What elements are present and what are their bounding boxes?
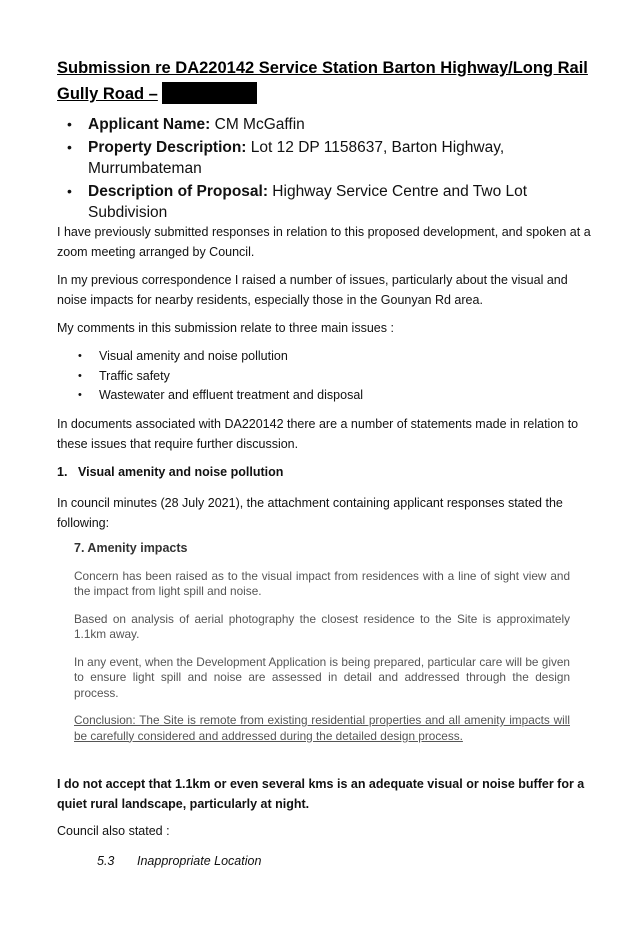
detail-property xyxy=(67,137,607,179)
paragraph-council-stated: Council also stated : xyxy=(57,824,170,838)
detail-label: Applicant Name: xyxy=(88,116,211,133)
quote-paragraph: Concern has been raised as to the visual impact from residences with a line of sight view and the impact from light spill and noise. xyxy=(74,568,570,598)
detail-value: Lot 12 DP 1158637, Barton Highway, Murrumbateman xyxy=(88,139,505,177)
list-item: • Wastewater and effluent treatment and disposal xyxy=(78,386,363,406)
paragraph-council-minutes: In council minutes (28 July 2021), the attachment containing applicant responses stated the following: xyxy=(57,496,563,530)
list-item: • Visual amenity and noise pollution xyxy=(78,347,363,367)
detail-label: Description of Proposal: xyxy=(88,183,268,200)
title-text: Submission re DA220142 Service Station Barton Highway/Long Rail Gully Road – xyxy=(57,59,588,103)
subsection-title: Inappropriate Location xyxy=(137,854,262,868)
details-list xyxy=(67,114,607,225)
bullet-icon: • xyxy=(78,369,82,382)
section-title: Visual amenity and noise pollution xyxy=(78,465,284,479)
bullet-icon: • xyxy=(67,116,72,132)
subsection-number: 5.3 xyxy=(97,854,115,868)
document-title xyxy=(57,55,597,107)
paragraph-main-issues: My comments in this submission relate to three main issues : xyxy=(57,321,394,335)
issues-list xyxy=(78,347,363,406)
detail-value: CM McGaffin xyxy=(210,116,305,133)
section-number: 1. xyxy=(57,465,68,479)
quote-conclusion: Conclusion: The Site is remote from existing residential properties and all amenity impacts will be carefully considered and addressed during the detailed design process. xyxy=(74,713,570,743)
quote-paragraph: In any event, when the Development Application is being prepared, particular care will be given to ensure light spill and noise are assessed in detail and addressed through the design process. xyxy=(74,654,570,700)
detail-value: Highway Service Centre and Two Lot Subdivision xyxy=(88,183,528,221)
detail-proposal xyxy=(67,181,607,223)
list-item: • Traffic safety xyxy=(78,367,363,387)
subsection-heading xyxy=(97,851,261,871)
redaction-box xyxy=(162,82,257,104)
bullet-icon: • xyxy=(67,183,72,199)
paragraph-statement: I do not accept that 1.1km or even several kms is an adequate visual or noise buffer for a quiet rural landscape, particularly at night. xyxy=(57,777,585,811)
quote-paragraph: Based on analysis of aerial photography the closest residence to the Site is approximately 1.1km away. xyxy=(74,611,570,641)
paragraph-documents: In documents associated with DA220142 there are a number of statements made in relation to these issues that require further discussion. xyxy=(57,417,579,451)
quote-title: 7. Amenity impacts xyxy=(74,541,188,555)
quoted-excerpt xyxy=(74,541,570,756)
detail-label: Property Description: xyxy=(88,139,247,156)
bullet-icon: • xyxy=(78,389,82,401)
paragraph-previous-submissions: I have previously submitted responses in relation to this proposed development, and spoken at a zoom meeting arranged by Council. xyxy=(57,225,591,259)
section-heading xyxy=(57,462,283,482)
bullet-icon: • xyxy=(67,139,72,155)
bullet-icon: • xyxy=(78,350,82,362)
detail-applicant xyxy=(67,114,607,135)
paragraph-previous-correspondence: In my previous correspondence I raised a number of issues, particularly about the visual and noise impacts for nearby residents, especially those in the Gounyan Rd area. xyxy=(57,273,568,307)
